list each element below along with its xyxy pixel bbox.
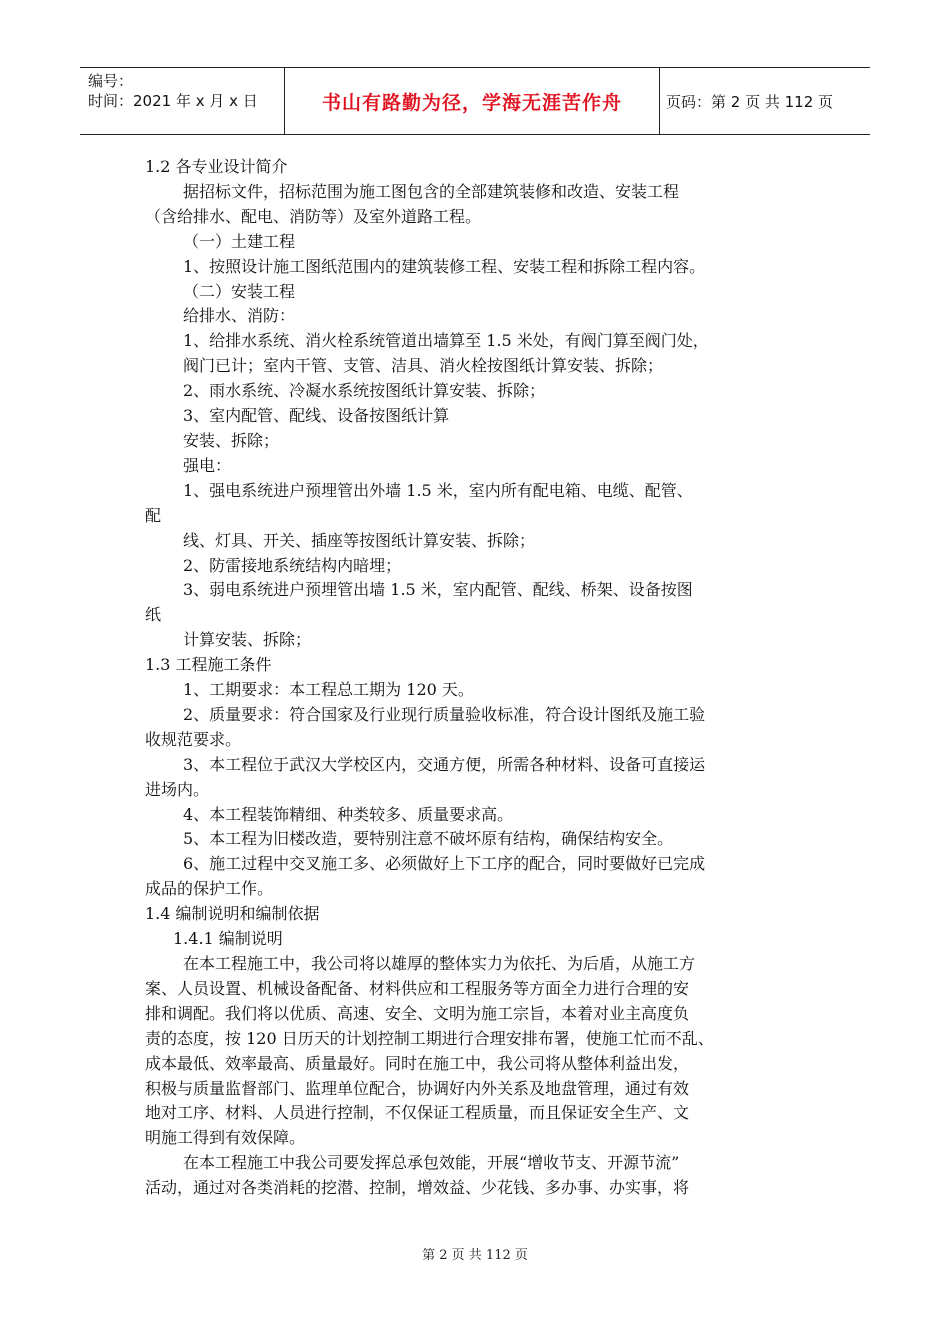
- body-line: 1.4 编制说明和编制依据: [145, 904, 320, 924]
- body-line: 3、本工程位于武汉大学校区内，交通方便，所需各种材料、设备可直接运: [183, 754, 706, 774]
- body-line: 1.2 各专业设计简介: [145, 157, 288, 176]
- body-line: 阀门已计；室内干管、支管、洁具、消火栓按图纸计算安装、拆除；: [183, 356, 664, 376]
- body-line: 1、按照设计施工图纸范围内的建筑装修工程、安装工程和拆除工程内容。: [183, 256, 706, 276]
- body-line: 纸: [145, 605, 162, 625]
- body-line: 5、本工程为旧楼改造，要特别注意不破坏原有结构，确保结构安全。: [183, 829, 674, 849]
- body-line: 排和调配。我们将以优质、高速、安全、文明为施工宗旨，本着对业主高度负: [145, 1003, 690, 1023]
- body-line: 6、施工过程中交叉施工多、必须做好上下工序的配合，同时要做好已完成: [183, 854, 706, 874]
- body-line: 成本最低、效率最高、质量最好。同时在施工中，我公司将从整体利益出发，: [145, 1053, 690, 1073]
- body-line: 4、本工程装饰精细、种类较多、质量要求高。: [183, 804, 514, 824]
- body-line: 案、人员设置、机械设备配备、材料供应和工程服务等方面全力进行合理的安: [145, 978, 690, 998]
- page-footer: 第 2 页 共 112 页: [422, 1248, 528, 1263]
- body-line: 成品的保护工作。: [145, 879, 274, 899]
- body-line: （二）安装工程: [183, 281, 296, 301]
- document-number-label: 编号：: [88, 72, 134, 90]
- body-line: 在本工程施工中我公司要发挥总承包效能，开展“增收节支、开源节流”: [183, 1153, 680, 1173]
- body-line: 给排水、消防：: [183, 306, 296, 326]
- body-line: 1、工期要求：本工程总工期为 120 天。: [183, 680, 474, 700]
- body-line: 明施工得到有效保障。: [145, 1128, 306, 1148]
- body-line: 2、雨水系统、冷凝水系统按图纸计算安装、拆除；: [183, 381, 546, 401]
- body-line: 强电：: [183, 455, 232, 475]
- body-line: 活动，通过对各类消耗的挖潜、控制，增效益、少花钱、多办事、办实事，将: [145, 1178, 690, 1198]
- body-line: 配: [145, 505, 162, 525]
- body-line: 1.3 工程施工条件: [145, 655, 272, 675]
- body-line: 1、强电系统进户预埋管出外墙 1.5 米，室内所有配电箱、电缆、配管、: [183, 480, 693, 500]
- body-line: 在本工程施工中，我公司将以雄厚的整体实力为依托、为后盾，从施工方: [183, 954, 696, 973]
- body-line: 据招标文件，招标范围为施工图包含的全部建筑装修和改造、安装工程: [183, 181, 680, 201]
- body-line: 1、给排水系统、消火栓系统管道出墙算至 1.5 米处，有阀门算至阀门处，: [183, 331, 709, 351]
- body-line: 积极与质量监督部门、监理单位配合，协调好内外关系及地盘管理，通过有效: [145, 1078, 690, 1098]
- body-line: 责的态度，按 120 日历天的计划控制工期进行合理安排布署，使施工忙而不乱、: [145, 1028, 714, 1048]
- body-line: 地对工序、材料、人员进行控制，不仅保证工程质量，而且保证安全生产、文: [145, 1103, 690, 1123]
- document-body: [145, 155, 815, 1201]
- body-line: 进场内。: [145, 779, 210, 799]
- body-line: 2、防雷接地系统结构内暗埋；: [183, 555, 402, 575]
- body-line: 1.4.1 编制说明: [173, 929, 283, 949]
- body-line: 计算安装、拆除；: [183, 630, 312, 650]
- body-line: （含给排水、配电、消防等）及室外道路工程。: [145, 206, 482, 226]
- header-page-number: 页码：第 2 页 共 112 页: [666, 92, 834, 111]
- body-line: 2、质量要求：符合国家及行业现行质量验收标准，符合设计图纸及施工验: [183, 704, 706, 724]
- body-line: 安装、拆除；: [183, 430, 280, 450]
- body-line: 3、室内配管、配线、设备按图纸计算: [183, 406, 450, 426]
- header-motto: 书山有路勤为径，学海无涯苦作舟: [285, 68, 660, 134]
- page-header: [80, 67, 870, 135]
- body-line: 线、灯具、开关、插座等按图纸计算安装、拆除；: [183, 530, 536, 550]
- body-line: 收规范要求。: [145, 729, 242, 749]
- body-line: 3、弱电系统进户预埋管出墙 1.5 米，室内配管、配线、桥架、设备按图: [183, 580, 693, 600]
- header-meta: [80, 68, 285, 134]
- document-date-label: 时间：2021 年 x 月 x 日: [88, 92, 258, 110]
- body-line: （一）土建工程: [183, 231, 296, 251]
